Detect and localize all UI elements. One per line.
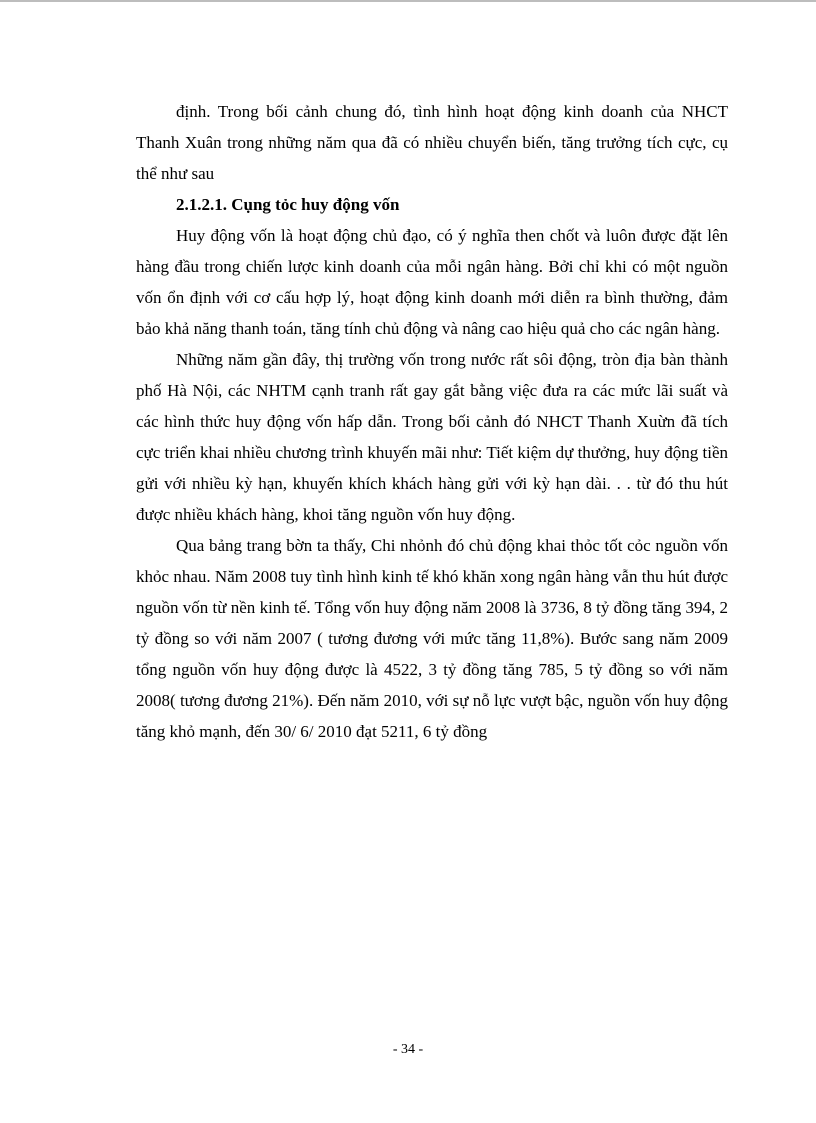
page-number: - 34 - bbox=[392, 1042, 424, 1057]
paragraph-capital-mobilization: Huy động vốn là hoạt động chủ đạo, có ý nghĩa then chốt và luôn được đặt lên hàng đầu trong chiến lược kinh doanh của mỗi ngân hàng. Bởi chỉ khi có một nguồn vốn ổn định với cơ cấu hợp lý, hoạt động kinh doanh mới diễn ra bình thường, đảm bảo khả năng thanh toán, tăng tính chủ động và nâng cao hiệu quả cho các ngân hàng. bbox=[136, 226, 728, 338]
paragraph-market-context: Những năm gần đây, thị trường vốn trong nước rất sôi động, tròn địa bàn thành phố Hà Nội, các NHTM cạnh tranh rất gay gắt bằng việc đưa ra các mức lãi suất và các hình thức huy động vốn hấp dẫn. Trong bối cảnh đó NHCT Thanh Xuừn đã tích cực triển khai nhiều chương trình khuyến mãi như: Tiết kiệm dự thưởng, huy động tiền gửi với nhiều kỳ hạn, khuyến khích khách hàng gửi với kỳ hạn dài. . . từ đó thu hút được nhiều khách hàng, khoi tăng nguồn vốn huy động. bbox=[136, 350, 728, 524]
section-heading: 2.1.2.1. Cụng tỏc huy động vốn bbox=[176, 195, 400, 214]
paragraph-figures: Qua bảng trang bờn ta thấy, Chi nhỏnh đó chủ động khai thỏc tốt cỏc nguồn vốn khỏc nhau. Năm 2008 tuy tình hình kinh tế khó khăn xong ngân hàng vẫn thu hút được nguồn vốn từ nền kinh tế. Tổng vốn huy động năm 2008 là 3736, 8 tỷ đồng tăng 394, 2 tỷ đồng so với năm 2007 ( tương đương với mức tăng 11,8%). Bước sang năm 2009 tổng nguồn vốn huy động được là 4522, 3 tỷ đồng tăng 785, 5 tỷ đồng so với năm 2008( tương đương 21%). Đến năm 2010, với sự nỗ lực vượt bậc, nguồn vốn huy động tăng khỏ mạnh, đến 30/ 6/ 2010 đạt 5211, 6 tỷ đồng bbox=[136, 536, 728, 741]
document-body bbox=[136, 96, 728, 747]
paragraph-intro: định. Trong bối cảnh chung đó, tình hình hoạt động kinh doanh của NHCT Thanh Xuân trong những năm qua đã có nhiều chuyển biến, tăng trưởng tích cực, cụ thể như sau bbox=[136, 102, 728, 183]
